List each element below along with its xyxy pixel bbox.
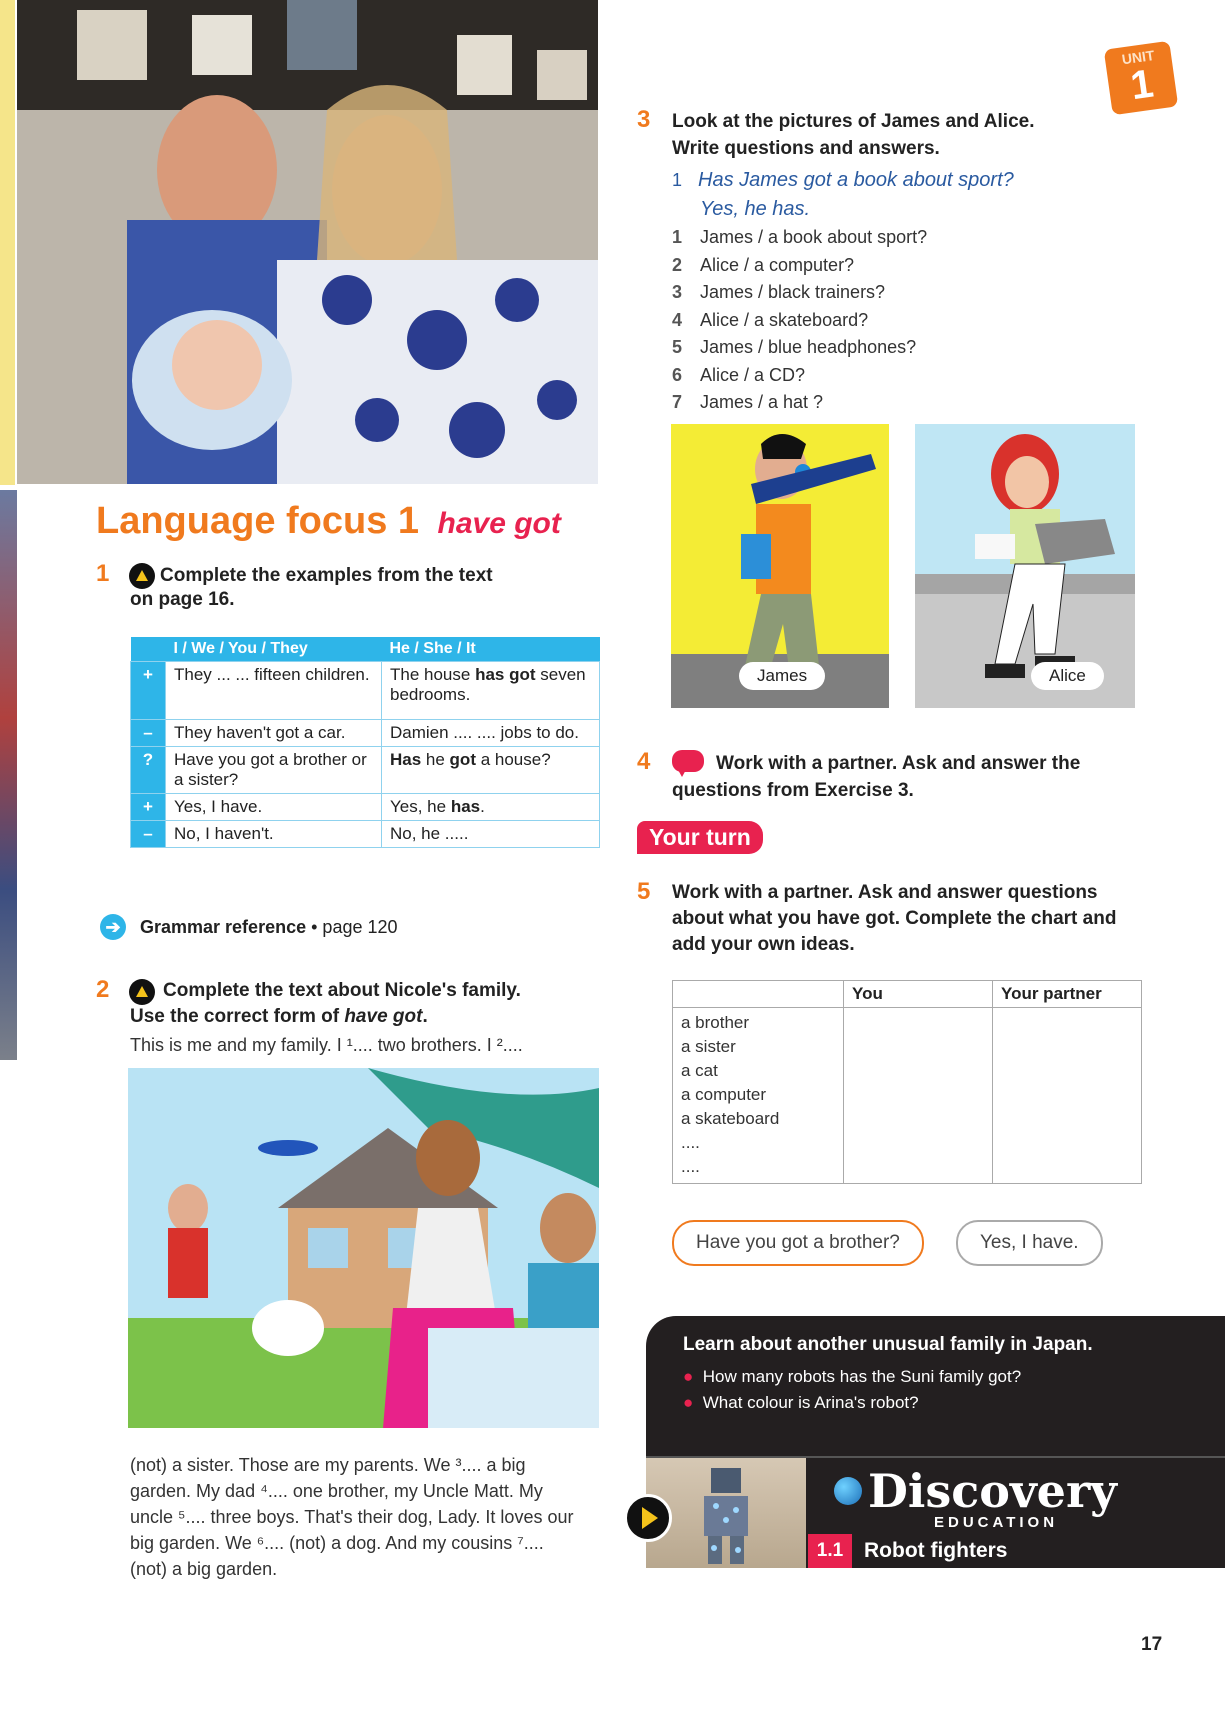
list-item: 4 Alice / a skateboard?	[672, 309, 869, 330]
ex2-instruction-1: Complete the text about Nicole's family.	[163, 980, 521, 1001]
ex2-instruction-2: Use the correct form of have got.	[130, 1006, 428, 1027]
arrow-right-icon: ➔	[100, 914, 126, 940]
grammar-reference-link[interactable]	[100, 914, 398, 940]
ex5-instruction: Work with a partner. Ask and answer questions about what you have got. Complete the chart and add your own ideas.	[672, 882, 1117, 955]
discovery-logo: Discovery EDUCATION	[834, 1468, 1117, 1531]
list-item: ● How many robots has the Suni family got?	[683, 1367, 1022, 1386]
ex3-example: 1 Has James got a book about sport? Yes, he has.	[672, 166, 1014, 224]
ex3-instruction: Look at the pictures of James and Alice. Write questions and answers.	[672, 111, 1035, 159]
table-row: – They haven't got a car. Damien .... .... jobs to do.	[131, 720, 600, 747]
ex1-instruction	[160, 563, 493, 589]
table-row: + They ... ... fifteen children. The house has got seven bedrooms.	[131, 662, 600, 720]
discovery-box	[646, 1316, 1225, 1456]
list-item: 6 Alice / a CD?	[672, 364, 806, 385]
discovery-title: Learn about another unusual family in Japan.	[683, 1334, 1093, 1355]
grammar-reference-page: • page 120	[311, 916, 398, 937]
ex2-text-bottom: (not) a sister. Those are my parents. We ³.... a big garden. My dad ⁴.... one brother, my Uncle Matt. My uncle ⁵.... three boys. That's their dog, Lady. It loves our big garden. We ⁶.... (not) a dog. And my cousins ⁷.... (not) a big garden.	[130, 1455, 574, 1579]
section-title-main: Language focus 1	[96, 500, 420, 542]
unit-badge	[1104, 41, 1179, 116]
grammar-header-1: I / We / You / They	[166, 637, 382, 662]
ex1-number: 1	[96, 560, 110, 587]
page-edge-yellow	[0, 0, 15, 485]
ex1-icon	[129, 563, 155, 589]
unit-label: UNIT	[1120, 47, 1156, 68]
list-item: 2 Alice / a computer?	[672, 254, 855, 275]
grammar-table	[130, 637, 600, 848]
grammar-reference-label: Grammar reference	[140, 916, 307, 937]
discovery-video-panel[interactable]	[646, 1458, 1225, 1568]
play-icon	[642, 1507, 658, 1529]
ex1-instruction-2: on page 16.	[130, 589, 235, 610]
page-number: 17	[1141, 1634, 1163, 1655]
table-row: – No, I haven't. No, he .....	[131, 821, 600, 848]
survey-items: a brother a sister a cat a computer a skateboard .... ....	[673, 1008, 844, 1184]
you-column-cell[interactable]	[844, 1008, 993, 1184]
list-item: ● What colour is Arina's robot?	[683, 1393, 919, 1412]
speech-bubble-question: Have you got a brother?	[672, 1220, 924, 1266]
ex3-example-answer: Yes, he has.	[700, 198, 811, 220]
partner-column-cell[interactable]	[993, 1008, 1142, 1184]
video-number: 1.1	[808, 1534, 852, 1568]
globe-icon	[834, 1477, 862, 1505]
section-title-sub: have got	[437, 507, 561, 540]
ex2-number: 2	[96, 976, 110, 1003]
ex3-number: 3	[637, 106, 651, 133]
table-row: ? Have you got a brother or a sister? Has he got a house?	[131, 747, 600, 794]
ex5-number: 5	[637, 878, 651, 905]
you-column-header: You	[844, 981, 993, 1008]
section-title	[96, 500, 561, 543]
your-turn-badge: Your turn	[637, 821, 763, 854]
ex4-number: 4	[637, 748, 651, 775]
alice-picture	[915, 424, 1135, 708]
ex2-icon	[129, 979, 155, 1005]
partner-column-header: Your partner	[993, 981, 1142, 1008]
alice-label: Alice	[1031, 662, 1104, 690]
speech-bubble-answer: Yes, I have.	[956, 1220, 1103, 1266]
ex4-instruction: Work with a partner. Ask and answer the questions from Exercise 3.	[672, 753, 1081, 801]
list-item: 1 James / a book about sport?	[672, 227, 928, 247]
play-button[interactable]	[624, 1494, 672, 1542]
family-photo	[17, 0, 598, 484]
unit-number: 1	[1127, 61, 1157, 109]
table-row: + Yes, I have. Yes, he has.	[131, 794, 600, 821]
ex2-text-top: This is me and my family. I ¹.... two brothers. I ²....	[130, 1035, 523, 1055]
ex3-example-question: Has James got a book about sport?	[698, 169, 1014, 191]
ex3-list	[672, 224, 927, 417]
list-item: 3 James / black trainers?	[672, 282, 886, 302]
discovery-divider	[646, 1456, 1225, 1458]
list-item: 5 James / blue headphones?	[672, 337, 917, 357]
james-label: James	[739, 662, 825, 690]
ex1-instruction-line1: Complete the examples from the text	[160, 565, 493, 586]
family-garden-illustration	[128, 1068, 599, 1428]
video-title: Robot fighters	[864, 1539, 1008, 1562]
grammar-header-2: He / She / It	[382, 637, 600, 662]
james-picture	[671, 424, 889, 708]
survey-table	[672, 980, 1142, 1184]
page-edge-photo	[0, 490, 17, 1060]
list-item: 7 James / a hat ?	[672, 392, 824, 412]
